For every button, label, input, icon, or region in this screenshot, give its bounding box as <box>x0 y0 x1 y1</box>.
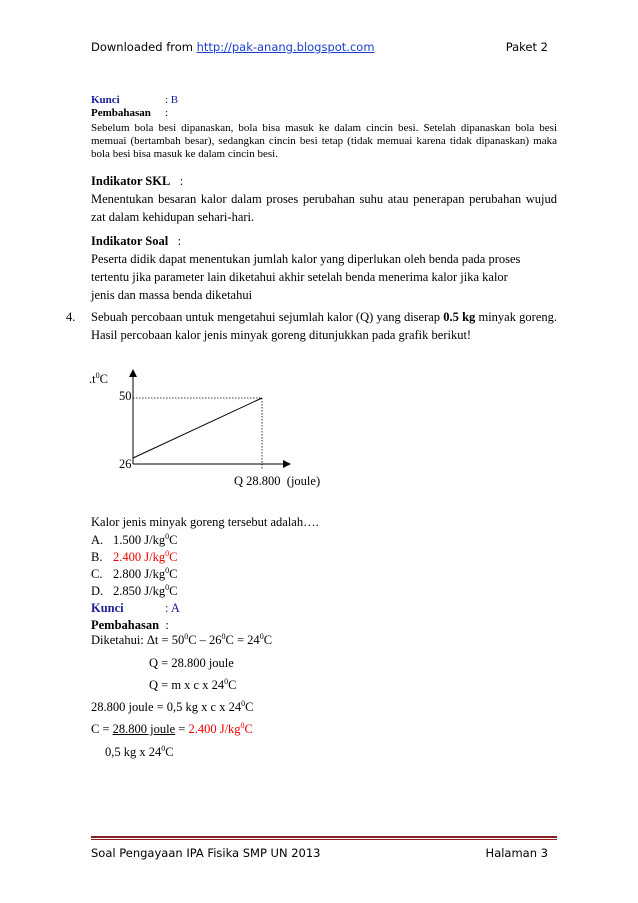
indikator-soal-line3: jenis dan massa benda diketahui <box>91 288 253 302</box>
indikator-skl-label: Indikator SKL <box>91 174 171 188</box>
option-c[interactable]: C. 2.800 $J/kg^0C$ <box>91 566 178 581</box>
chart-y-tick-26: 26 <box>119 457 132 471</box>
indikator-soal-line2: tertentu jika parameter lain diketahui akhir setelah benda menerima kalor jika kalor <box>91 270 508 284</box>
q4-pembahasan: Pembahasan : <box>91 618 169 632</box>
q4-text-a: Sebuah percobaan untuk mengetahui sejumlah kalor (Q) yang diserap <box>91 310 444 324</box>
q3-pembahasan-text: Sebelum bola besi dipanaskan, bola bisa masuk ke dalam cincin besi. Setelah dipanaskan bola besi memuai (bertambah besar), sedangkan cincin besi tetap (tidak memuai karena tidak dipanaskan) maka bola besi bisa masuk ke dalam cincin besi. <box>91 122 557 160</box>
page-footer <box>91 846 548 860</box>
footer-divider <box>91 836 557 840</box>
header-paket: Paket 2 <box>505 40 548 54</box>
q4-step3: 28.800 joule = 0,5 kg x c x $24^0C$ <box>91 699 254 714</box>
indikator-skl-text: Menentukan besaran kalor dalam proses perubahan suhu atau penerapan perubahan wujud zat dalam kehidupan sehari-hari. <box>91 192 557 224</box>
q3-pembahasan-colon: : <box>165 107 169 119</box>
chart-series-line <box>133 398 262 458</box>
footer-page-number: Halaman 3 <box>485 846 548 860</box>
indikator-skl-colon: : <box>179 174 184 188</box>
q4-question: Kalor jenis minyak goreng tersebut adalah…. <box>91 515 319 529</box>
chart-x-label: Q 28.800 (joule) <box>234 474 321 488</box>
q4-kunci: Kunci : A <box>91 601 180 615</box>
indikator-soal-label: Indikator Soal <box>91 234 169 248</box>
indikator-soal-colon: : <box>177 234 182 248</box>
header-url-link[interactable]: http://pak-anang.blogspot.com <box>196 40 375 54</box>
q4-text-mass: 0.5 kg <box>443 310 476 324</box>
chart-x-tick: 28.800 <box>246 474 281 488</box>
q3-pembahasan-label: Pembahasan <box>91 107 151 119</box>
q4-result: C = 28.800 joule = 2.400 $J/kg^0C$ <box>91 721 253 736</box>
q3-kunci-value: : B <box>165 94 179 106</box>
chart-y-tick-50: 50 <box>119 389 132 403</box>
chart-y-label: $.t^0C$ <box>89 371 108 386</box>
q4-diketahui: Diketahui: $\Delta t = 50^0C - 26^0C = 24^0C$ <box>91 632 273 647</box>
indikator-soal-line1: Peserta didik dapat menentukan jumlah kalor yang diperlukan oleh benda pada proses <box>91 252 521 266</box>
q4-step-q2: Q = m x c x $24^0C$ <box>149 677 237 692</box>
option-b[interactable]: B. 2.400 $J/kg^0C$ <box>91 549 178 564</box>
q3-kunci-label: Kunci <box>91 94 120 106</box>
q4-step-q: Q = 28.800 joule <box>149 656 234 670</box>
q4-text-b: minyak goreng. Hasil percobaan kalor jenis minyak goreng ditunjukkan pada grafik berikut! <box>91 310 557 342</box>
option-d[interactable]: D. 2.850 $J/kg^0C$ <box>91 583 178 598</box>
q4-number: 4. <box>66 310 76 324</box>
header-prefix: Downloaded from <box>91 40 197 54</box>
q4-denominator: 0,5 kg x $24^0C$ <box>105 744 174 759</box>
option-a[interactable]: A. 1.500 $J/kg^0C$ <box>91 532 178 547</box>
footer-title: Soal Pengayaan IPA Fisika SMP UN 2013 <box>91 846 321 860</box>
